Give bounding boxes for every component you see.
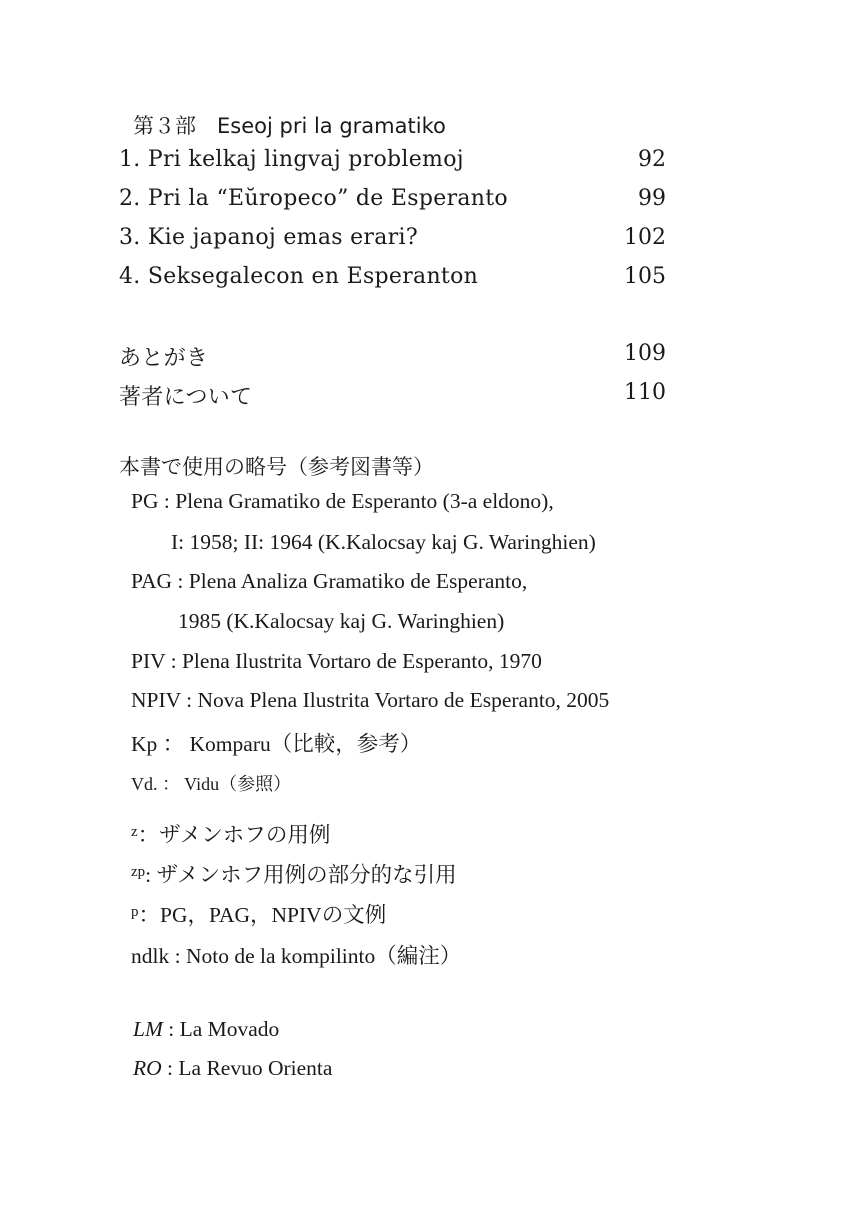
marker-zp: zp xyxy=(131,864,146,880)
abbr-pag-line1: PAG : Plena Analiza Gramatiko de Esperanto, xyxy=(131,569,528,593)
periodical-ro xyxy=(133,1056,332,1081)
marker-z: z xyxy=(131,824,138,840)
toc-item-page: 99 xyxy=(638,186,666,211)
abbr-zp xyxy=(131,858,457,889)
periodical-abbr: LM xyxy=(133,1017,163,1041)
abbr-p xyxy=(131,898,386,929)
abbr-pg-line2: I: 1958; II: 1964 (K.Kalocsay kaj G. Waringhien) xyxy=(171,530,596,554)
toc-item-title: 著者について xyxy=(119,385,253,410)
abbr-pg-line1: PG : Plena Gramatiko de Esperanto (3-a eldono), xyxy=(131,489,554,513)
abbr-kp: Kp ： Komparu（比較，参考） xyxy=(131,732,422,756)
abbr-vd: Vd. ： Vidu（参照） xyxy=(131,774,292,794)
abbr-ndlk: ndlk : Noto de la kompilinto（編注） xyxy=(131,944,462,968)
marker-p: p xyxy=(131,904,139,920)
abbr-pag-line2: 1985 (K.Kalocsay kaj G. Waringhien) xyxy=(178,609,505,633)
periodical-title: : La Movado xyxy=(162,1017,280,1041)
toc-item-title: 2. Pri la “Eŭropeco” de Esperanto xyxy=(119,186,508,211)
toc-item-title: 3. Kie japanoj emas erari? xyxy=(119,225,418,250)
periodical-title: : La Revuo Orienta xyxy=(161,1056,333,1080)
toc-item-page: 110 xyxy=(624,380,666,405)
toc-item-page: 105 xyxy=(624,264,666,289)
part3-heading: 第３部 Eseoj pri la gramatiko xyxy=(133,114,446,138)
toc-item-title: 1. Pri kelkaj lingvaj problemoj xyxy=(119,147,464,172)
toc-item-title: あとがき xyxy=(119,346,209,371)
toc-item-page: 92 xyxy=(638,147,666,172)
abbr-z xyxy=(131,818,330,849)
toc-item-title: 4. Seksegalecon en Esperanton xyxy=(119,264,479,289)
abbr-zp-text: : ザメンホフ用例の部分的な引用 xyxy=(145,863,457,887)
periodical-lm xyxy=(133,1017,279,1042)
periodical-abbr: RO xyxy=(133,1056,162,1080)
abbr-p-text: ：PG，PAG，NPIVの文例 xyxy=(138,903,387,927)
abbr-npiv: NPIV : Nova Plena Ilustrita Vortaro de Esperanto, 2005 xyxy=(131,688,610,712)
toc-item-page: 109 xyxy=(624,341,666,366)
abbreviations-heading: 本書で使用の略号（参考図書等） xyxy=(119,455,434,479)
abbr-piv: PIV : Plena Ilustrita Vortaro de Esperanto, 1970 xyxy=(131,649,542,673)
abbr-z-text: ：ザメンホフの用例 xyxy=(137,823,331,847)
toc-item-page: 102 xyxy=(624,225,666,250)
